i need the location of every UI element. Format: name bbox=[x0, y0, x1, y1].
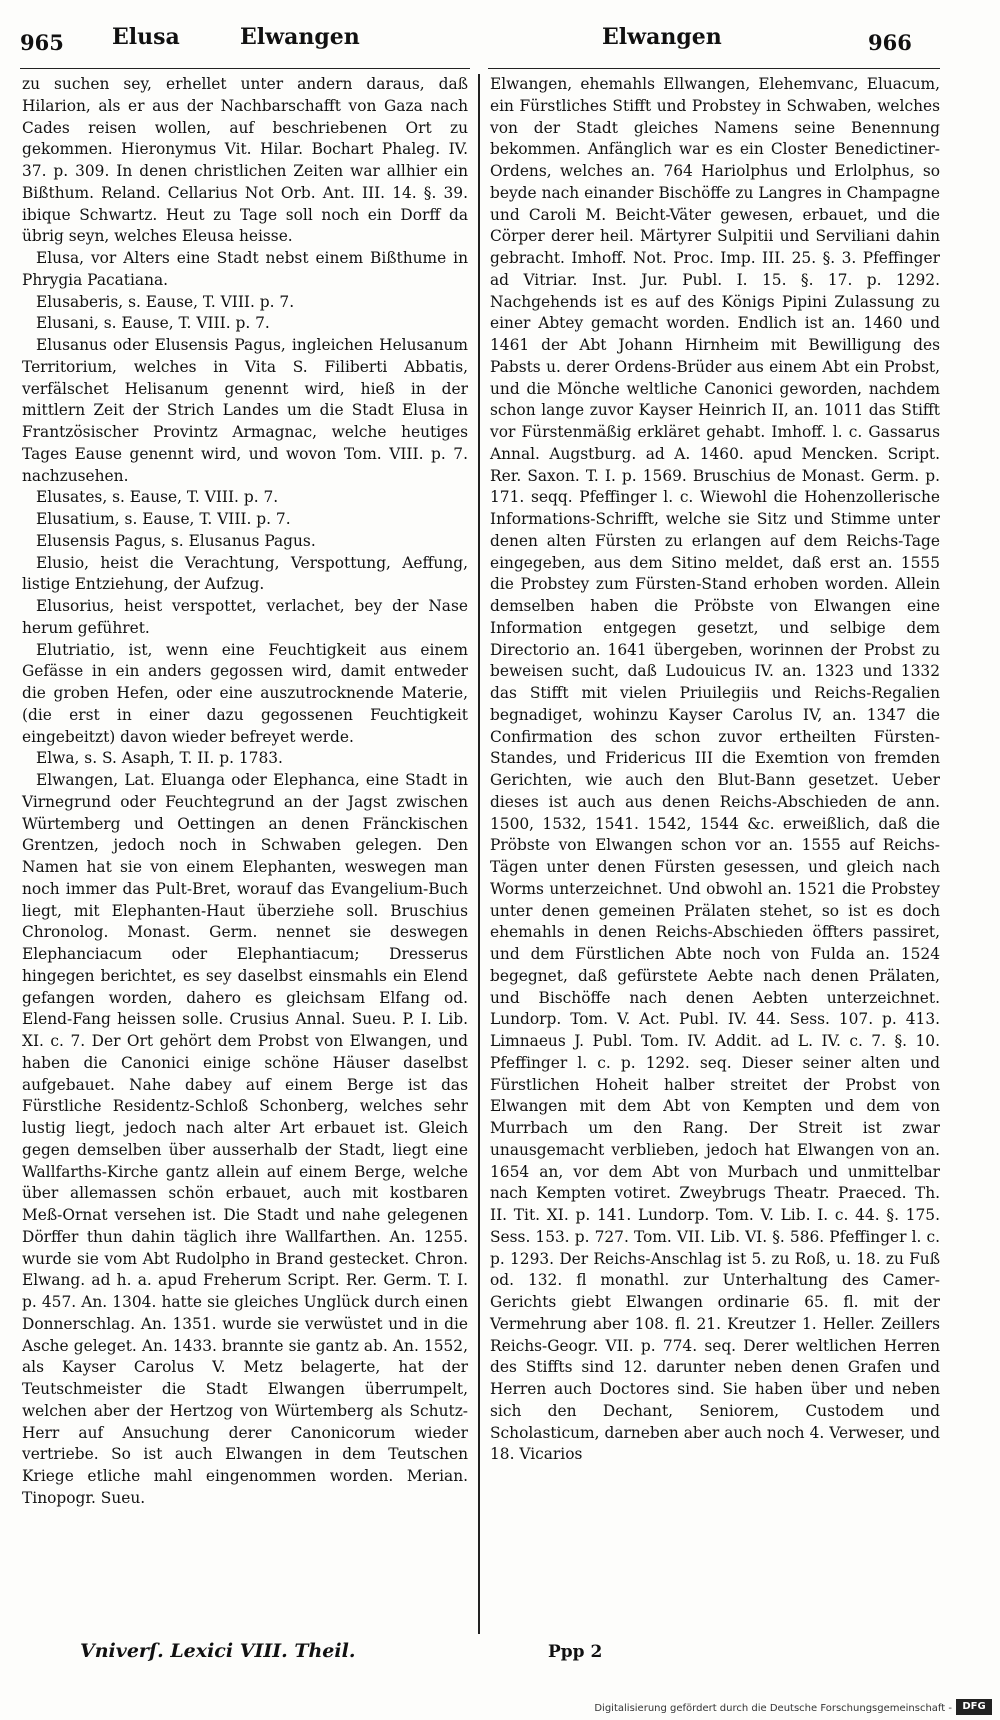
digitization-credit: Digitalisierung gefördert durch die Deutsche Forschungsgemeinschaft - bbox=[594, 1703, 952, 1714]
entry-paragraph: Elusatium, s. Eause, T. VIII. p. 7. bbox=[36, 510, 291, 528]
column-rule bbox=[478, 74, 480, 1634]
entry-paragraph: Elusani, s. Eause, T. VIII. p. 7. bbox=[36, 314, 270, 333]
entry-paragraph: Elwangen, Lat. Eluanga oder Elephanca, eine Stadt in Virnegrund oder Feuchtegrund an der Jagst zwischen Würtemberg und Oettingen an denen Fränckischen Grentzen, jedoch noch in Schwaben gelegen. Den Namen hat sie von einem Elephanten, weswegen man noch immer das Pult-Bret, worauf das Evangelium-Buch liegt, mit Elephanten-Haut überziehe soll. Bruschius Chronolog. Monast. Germ. nennet sie deswegen Elephanciacum oder Elephantiacum; Dresserus hingegen berichtet, es sey daselbst einsmahls ein Elend gefangen worden, dahero es gleichsam Elfang od. Elend-Fang heissen solle. Crusius Annal. Sueu. P. I. Lib. XI. c. 7. Der Ort gehört dem Probst von Elwangen, und haben die Canonici einige schöne Häuser daselbst aufgebauet. Nahe dabey auf einem Berge ist das Fürstliche Residentz-Schloß Schonberg, welches sehr lustig liegt, jedoch nach alter Art erbauet ist. Gleich gegen demselben über ausserhalb der Stadt, liegt eine Wallfarths-Kirche gantz allein auf einem Berge, welche über allemassen schön erbauet, auch mit kostbaren Meß-Ornat versehen ist. Die Stadt und nahe gelegenen Dörffer thun dahin täglich ihre Wallfarthen. An. 1255. wurde sie vom Abt Rudolpho in Brand gestecket. Chron. Elwang. ad h. a. apud Freherum Script. Rer. Germ. T. I. p. 457. An. 1304. hatte sie gleiches Unglück durch einen Donnerschlag. An. 1351. wurde sie verwüstet und in die Asche geleget. An. 1433. brannte sie gantz ab. An. 1552, als Kayser Carolus V. Metz belagerte, hat der Teutschmeister die Stadt Elwangen überrumpelt, welchen aber der Hertzog von Würtemberg als Schutz-Herr auf Ansuchung derer Canonicorum wieder vertriebe. So ist auch Elwangen in dem Teutschen Kriege etliche mahl eingenommen worden. Merian. Tinopogr. Sueu. bbox=[22, 771, 468, 1507]
footer-volume-note: Vniverſ. Lexici VIII. Theil. bbox=[80, 1640, 356, 1662]
entry-paragraph: Elusates, s. Eause, T. VIII. p. 7. bbox=[36, 488, 279, 507]
right-page-number: 966 bbox=[868, 30, 912, 55]
entry-paragraph: Elusio, heist die Verachtung, Verspottung, Aeffung, listige Entziehung, der Aufzug. bbox=[22, 553, 468, 594]
entry-paragraph: zu suchen sey, erhellet unter andern daraus, daß Hilarion, als er aus der Nachbarschafft von Gaza nach Cades reisen wollen, auf beschriebenen Ort zu gekommen. Hieronymus Vit. Hilar. Bochart Phaleg. IV. 37. p. 309. In denen christlichen Zeiten war allhier ein Bißthum. Reland. Cellarius Not Orb. Ant. III. 14. §. 39. ibique Schwartz. Heut zu Tage soll noch ein Dorff da übrig seyn, welches Eleusa heisse. bbox=[22, 75, 468, 246]
entry-paragraph: Elwa, s. S. Asaph, T. II. p. 1783. bbox=[36, 749, 283, 768]
entry-paragraph: Elusanus oder Elusensis Pagus, ingleichen Helusanum Territorium, welches in Vita S. Filiberti Abbatis, verfälschet Helisanum genennt wird, hieß in der mittlern Zeit der Strich Landes um die Stadt Elusa in Frantzösischer Provintz Armagnac, welche heutiges Tages Eause genennt wird, und wovon Tom. VIII. p. 7. nachzusehen. bbox=[22, 336, 468, 485]
right-header-rule bbox=[488, 68, 940, 69]
left-running-head-2: Elwangen bbox=[240, 24, 360, 50]
dfg-logo: DFG bbox=[956, 1699, 992, 1715]
left-header-rule bbox=[20, 68, 470, 69]
entry-paragraph: Elutriatio, ist, wenn eine Feuchtigkeit aus einem Gefässe in ein anders gegossen wird, damit entweder die groben Hefen, oder eine auszutrocknende Materie, (die erst in einer dazu gegossenen Feuchtigkeit eingebeitzt) davon wieder befreyet werde. bbox=[22, 640, 468, 746]
entry-paragraph: Elusorius, heist verspottet, verlachet, bey der Nase herum geführet. bbox=[22, 597, 468, 637]
entry-paragraph: Elusensis Pagus, s. Elusanus Pagus. bbox=[36, 531, 316, 550]
left-column bbox=[22, 74, 468, 1510]
entry-paragraph: Elusaberis, s. Eause, T. VIII. p. 7. bbox=[36, 292, 295, 311]
left-running-head-1: Elusa bbox=[112, 24, 180, 50]
entry-paragraph: Elusa, vor Alters eine Stadt nebst einem Bißthume in Phrygia Pacatiana. bbox=[22, 249, 468, 289]
right-column bbox=[490, 74, 940, 1466]
right-running-head: Elwangen bbox=[602, 24, 722, 50]
footer-signature: Ppp 2 bbox=[548, 1642, 603, 1662]
entry-paragraph: Elwangen, ehemahls Ellwangen, Elehemvanc, Eluacum, ein Fürstliches Stifft und Probstey in Schwaben, welches von der Stadt gleiches Namens seine Benennung bekommen. Anfänglich war es ein Closter Benedictiner-Ordens, welches an. 764 Hariolphus und Erlolphus, so beyde nach einander Bischöffe zu Langres in Champagne und Caroli M. Beicht-Väter gewesen, erbauet, und die Cörper derer heil. Märtyrer Sulpitii und Serviliani dahin gebracht. Imhoff. Not. Proc. Imp. III. 25. §. 3. Pfeffinger ad Vitriar. Inst. Jur. Publ. I. 15. §. 17. p. 1292. Nachgehends ist es auf des Königs Pipini Zulassung zu einer Abtey gemacht worden. Endlich ist an. 1460 und 1461 der Abt Johann Hirnheim mit Bewilligung des Pabsts u. derer Ordens-Brüder aus einem Abt ein Probst, und die Mönche weltliche Canonici geworden, nachdem schon lange zuvor Kayser Heinrich II, an. 1011 das Stifft vor Fürstenmäßig erkläret gehabt. Imhoff. l. c. Gassarus Annal. Augstburg. ad A. 1460. apud Mencken. Script. Rer. Saxon. T. I. p. 1569. Bruschius de Monast. Germ. p. 171. seqq. Pfeffinger l. c. Wiewohl die Hohenzollerische Informations-Schrifft, welche sie Sitz und Stimme unter denen alten Fürsten zu erlangen auf dem Reichs-Tage eingegeben, aus dem Sitino meldet, daß erst an. 1555 die Probstey zum Fürsten-Stand erhoben worden. Allein demselben haben die Pröbste von Elwangen eine Information entgegen gesetzt, und selbige dem Directorio an. 1641 übergeben, worinnen der Probst zu beweisen sucht, daß Ludouicus IV. an. 1323 und 1332 das Stifft mit vielen Priuilegiis und Reichs-Regalien begnadiget, wohinzu Kayser Carolus IV, an. 1347 die Confirmation des schon zuvor ertheilten Fürsten-Standes, und Fridericus III die Exemtion von fremden Gerichten, wie auch den Blut-Bann gesetzet. Ueber dieses ist auch aus denen Reichs-Abschieden de ann. 1500, 1532, 1541. 1542, 1544 &c. erweißlich, daß die Pröbste von Elwangen schon vor an. 1555 auf Reichs-Tägen unter denen Fürsten gesessen, und gleich nach Worms unterzeichnet. Und obwohl an. 1521 die Probstey unter denen gemeinen Prälaten stehet, so ist es doch ehemahls in denen Reichs-Abschieden öffters passiret, und dem Fürstlichen Abte noch von Fulda an. 1524 begegnet, daß gefürstete Aebte nach denen Prälaten, und Bischöffe nach denen Aebten unterzeichnet. Lundorp. Tom. V. Act. Publ. IV. 44. Sess. 107. p. 413. Limnaeus J. Publ. Tom. IV. Addit. ad L. IV. c. 7. §. 10. Pfeffinger l. c. p. 1292. seq. Dieser seiner alten und Fürstlichen Hoheit halber streitet der Probst von Elwangen mit dem Abt von Kempten und dem von Murrbach um den Rang. Der Streit ist zwar unausgemacht verblieben, jedoch hat Elwangen von an. 1654 an, vor dem Abt von Murbach und unmittelbar nach Kempten votiret. Zweybrugs Theatr. Praeced. Th. II. Tit. XI. p. 141. Lundorp. Tom. V. Lib. I. c. 44. §. 175. Sess. 153. p. 727. Tom. VII. Lib. VI. §. 586. Pfeffinger l. c. p. 1293. Der Reichs-Anschlag ist 5. zu Roß, u. 18. zu Fuß od. 132. fl monathl. zur Unterhaltung des Camer-Gerichts giebt Elwangen ordinarie 65. fl. mit der Vermehrung aber 108. fl. 21. Kreutzer 1. Heller. Zeillers Reichs-Geogr. VII. p. 774. seq. Derer weltlichen Herren des Stiffts sind 12. darunter neben denen Grafen und Herren auch Doctores sind. Sie haben über und neben sich den Dechant, Seniorem, Custodem und Scholasticum, darneben aber auch noch 4. Verweser, und 18. Vicarios bbox=[490, 75, 940, 1464]
left-page-number: 965 bbox=[20, 30, 64, 55]
